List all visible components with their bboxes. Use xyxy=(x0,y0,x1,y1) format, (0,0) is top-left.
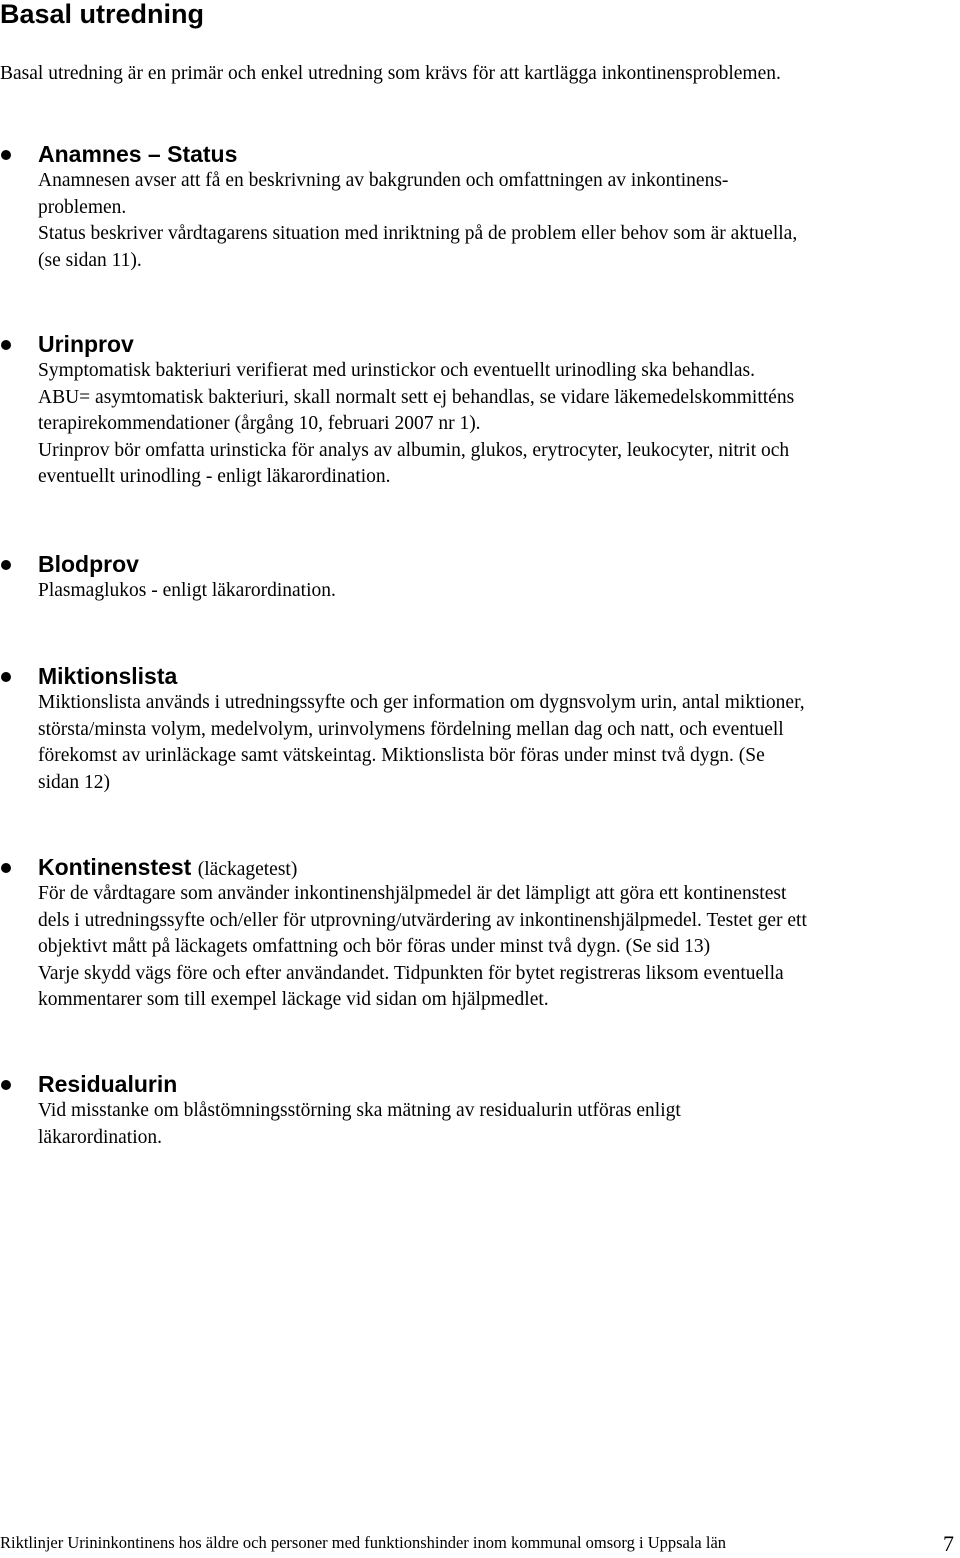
body-line: sidan 12) xyxy=(38,771,111,793)
section-heading: Blodprov xyxy=(38,551,139,577)
body-line: eventuellt urinodling - enligt läkarordination. xyxy=(38,466,391,487)
section-body xyxy=(38,168,797,274)
section-heading: Miktionslista xyxy=(38,663,178,689)
section-body xyxy=(38,578,336,605)
bullet-icon xyxy=(1,340,11,350)
section-body xyxy=(38,1098,681,1151)
body-line: Varje skydd vägs före och efter användandet. Tidpunkten för bytet registreras liksom eventuella xyxy=(38,962,784,984)
body-line: förekomst av urinläckage samt vätskeintag. Miktionslista bör föras under minst två dygn. (Se xyxy=(38,745,765,766)
page-title: Basal utredning xyxy=(0,0,205,29)
bullet-icon xyxy=(1,150,11,160)
bullet-icon xyxy=(1,1080,11,1090)
body-line: problemen. xyxy=(38,196,127,218)
body-line: kommentarer som till exempel läckage vid sidan om hjälpmedlet. xyxy=(38,989,549,1010)
intro-paragraph: Basal utredning är en primär och enkel utredning som krävs för att kartlägga inkontinensproblemen. xyxy=(0,63,781,84)
section-body xyxy=(38,690,805,796)
body-line: Plasmaglukos - enligt läkarordination. xyxy=(38,580,336,601)
section-heading: Urinprov xyxy=(38,331,134,357)
body-line: objektivt mått på läckagets omfattning och bör föras under minst två dygn. (Se sid 13) xyxy=(38,936,711,957)
bullet-icon xyxy=(1,672,11,682)
body-line: Urinprov bör omfatta urinsticka för analys av albumin, glukos, erytrocyter, leukocyter, nitrit och xyxy=(38,439,790,461)
bullet-icon xyxy=(1,863,11,873)
body-line: ABU= asymtomatisk bakteriuri, skall normalt sett ej behandlas, se vidare läkemedelskommitténs xyxy=(38,386,795,408)
body-line: (se sidan 11). xyxy=(38,249,142,271)
body-line: För de vårdtagare som använder inkontinenshjälpmedel är det lämpligt att göra ett kontinenstest xyxy=(38,883,787,904)
body-line: terapirekommendationer (årgång 10, februari 2007 nr 1). xyxy=(38,413,481,434)
section-heading: Anamnes – Status xyxy=(38,141,238,167)
body-line: Symptomatisk bakteriuri verifierat med urinstickor och eventuellt urinodling ska behandlas. xyxy=(38,360,755,381)
body-line: Miktionslista används i utredningssyfte och ger information om dygnsvolym urin, antal miktioner, xyxy=(38,692,805,713)
section-heading-suffix: (läckagetest) xyxy=(197,859,298,880)
section-heading: Residualurin xyxy=(38,1071,178,1097)
section-body xyxy=(38,358,794,491)
page-number: 7 xyxy=(943,1531,954,1556)
footer-text: Riktlinjer Urininkontinens hos äldre och personer med funktionshinder inom kommunal omsorg i Uppsala län xyxy=(0,1533,727,1552)
body-line: Anamnesen avser att få en beskrivning av bakgrunden och omfattningen av inkontinens- xyxy=(38,170,729,191)
section-heading-text: Kontinenstest xyxy=(38,854,192,880)
body-line: Status beskriver vårdtagarens situation med inriktning på de problem eller behov som är aktuella, xyxy=(38,223,798,244)
body-line: dels i utredningssyfte och/eller för utprovning/utvärdering av inkontinenshjälpmedel. Testet ger ett xyxy=(38,909,807,931)
body-line: Vid misstanke om blåstömningsstörning ska mätning av residualurin utföras enligt xyxy=(38,1100,681,1121)
bullet-icon xyxy=(1,560,11,570)
body-line: läkarordination. xyxy=(38,1126,162,1148)
body-line: största/minsta volym, medelvolym, urinvolymens fördelning mellan dag och natt, och eventuell xyxy=(38,718,784,740)
section-body xyxy=(38,881,807,1014)
